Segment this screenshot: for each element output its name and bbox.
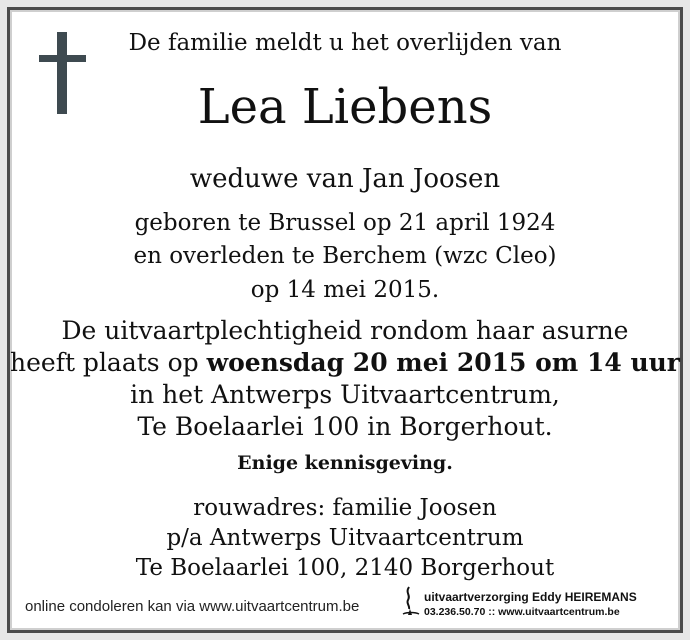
death-place-text: en overleden te Berchem (wzc Cleo) [133,243,557,269]
funeral-home-contact: 03.236.50.70 :: www.uitvaartcentrum.be [424,606,620,618]
birth-text: geboren te Brussel op 21 april 1924 [134,210,556,236]
ceremony-datetime: woensdag 20 mei 2015 om 14 uur [206,348,680,377]
ceremony-line-2 [0,350,690,375]
candle-flame-icon [398,585,424,617]
cross-icon-bar [39,55,86,62]
ceremony-prefix: heeft plaats op [10,348,207,377]
condolence-link-text: online condoleren kan via www.uitvaartcentrum.be [25,598,360,615]
intro-text: De familie meldt u het overlijden van [128,30,562,56]
ceremony-line-4: Te Boelaarlei 100 in Borgerhout. [137,412,553,441]
death-date-text: op 14 mei 2015. [250,277,440,303]
deceased-name: Lea Liebens [197,79,493,135]
address-line-1: rouwadres: familie Joosen [193,495,497,521]
ceremony-line-1: De uitvaartplechtigheid rondom haar asurne [61,316,629,345]
widow-of-text: weduwe van Jan Joosen [189,164,501,194]
ceremony-line-3: in het Antwerps Uitvaartcentrum, [130,380,560,409]
funeral-home-name: uitvaartverzorging Eddy HEIREMANS [424,590,637,604]
notice-text: Enige kennisgeving. [237,452,453,474]
address-line-3: Te Boelaarlei 100, 2140 Borgerhout [135,555,555,581]
address-line-2: p/a Antwerps Uitvaartcentrum [166,525,524,551]
